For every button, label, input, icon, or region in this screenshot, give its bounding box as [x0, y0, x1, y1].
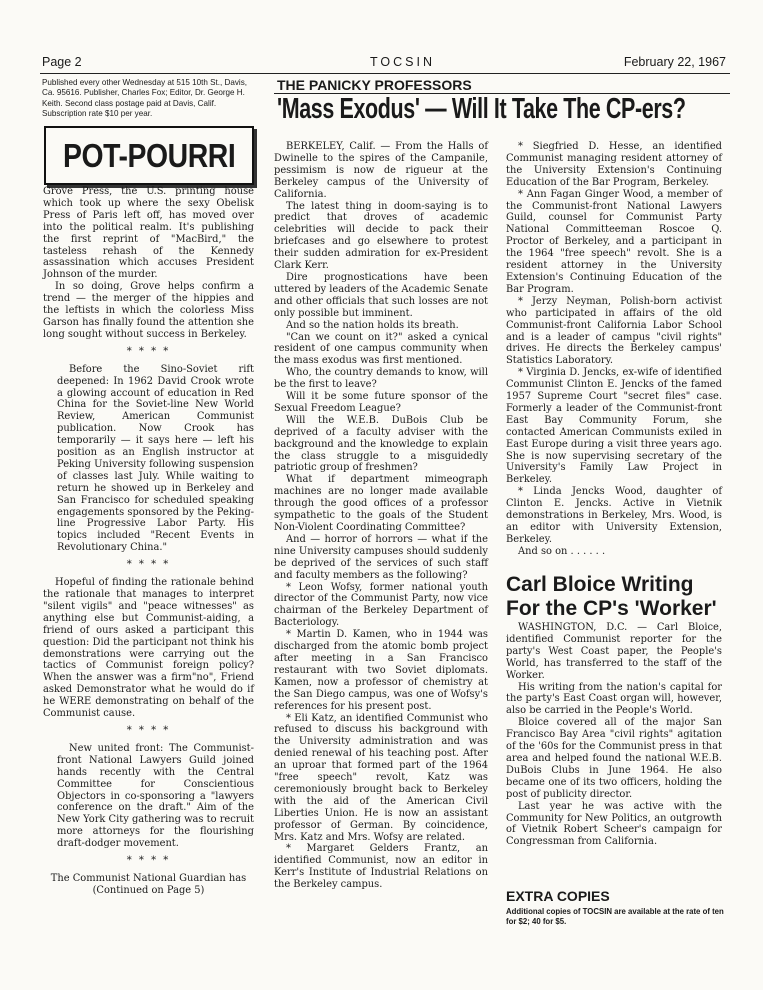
bloice-paragraph: WASHINGTON, D.C. — Carl Bloice, identified Communist reporter for the party's West Coast paper, the People's World, has transferred to the staff of the Worker.	[506, 622, 722, 681]
page-number: Page 2	[42, 55, 82, 69]
article-kicker: THE PANICKY PROFESSORS	[277, 77, 472, 93]
article-paragraph: And so the nation holds its breath.	[286, 319, 459, 331]
bloice-headline-line2: For the CP's 'Worker'	[506, 597, 717, 620]
article-paragraph: And — horror of horrors — what if the nine University campuses should suddenly be deprived of the services of such staff and faculty members as the following?	[274, 533, 488, 581]
article-paragraph: * Leon Wofsy, former national youth director of the Communist Party, now vice chairman of the Berkeley Department of Bacteriology.	[274, 581, 488, 629]
page-header	[40, 55, 730, 73]
publisher-info: Published every other Wednesday at 515 10th St., Davis, Ca. 95616. Publisher, Charles Fox; Editor, Dr. George H. Keith. Second class postage paid at Davis, Calif. Subscription rate $10 per year.	[42, 78, 248, 118]
article-column-2	[274, 141, 488, 891]
potpourri-continued: The Communist National Guardian has (Continued on Page 5)	[50, 872, 247, 896]
article-headline: 'Mass Exodus' — Will It Take The CP-ers?	[277, 93, 686, 125]
bloice-headline-line1: Carl Bloice Writing	[506, 573, 694, 596]
article-paragraph: * Virginia D. Jencks, ex-wife of identified Communist Clinton E. Jencks of the famed 1957 Supreme Court "secret files" case. Formerly a leader of the Communist-front East Bay Community Forum, she contacted American Communists exiled in East Europe during a visit three years ago. She is now supervising secretary of the University's Family Law Project in Berkeley.	[506, 367, 722, 486]
issue-date: February 22, 1967	[623, 55, 726, 69]
potpourri-paragraph: Hopeful of finding the rationale behind the rationale that manages to interpret "silent vigils" and "peace witnesses" as anything else but Communist-aiding, a friend of ours asked a participant this question: Did the participant not think his demonstrations were carrying out the tactics of Communist foreign policy? When the answer was a firm"no", Friend asked Demonstrator what he would do if he WERE demonstrating on behalf of the Communist cause.	[43, 577, 254, 720]
extra-copies-text: Additional copies of TOCSIN are available at the rate of ten for $2; 40 for $5.	[506, 907, 724, 926]
article-paragraph: Will the W.E.B. DuBois Club be deprived of a faculty adviser with the background and the knowledge to explain the class struggle to a misguidedly patriotic group of freshmen?	[274, 414, 488, 474]
article-paragraph: Who, the country demands to know, will be the first to leave?	[274, 367, 488, 391]
article-paragraph: * Martin D. Kamen, who in 1944 was discharged from the atomic bomb project after meeting in a San Francisco restaurant with two Soviet diplomats. Kamen, now a professor of chemistry at the San Diego campus, was one of Wofsy's references for his present post.	[274, 629, 488, 712]
article-paragraph: And so on . . . . . .	[518, 545, 606, 557]
article-paragraph: * Margaret Gelders Frantz, an identified Communist, now an editor in Kerr's Institute of Industrial Relations on the Berkeley campus.	[274, 843, 488, 891]
article-paragraph: * Siegfried D. Hesse, an identified Communist managing resident attorney of the University Extension's Continuing Education of the Bar Program, Berkeley.	[506, 141, 722, 188]
potpourri-title: POT-POURRI	[62, 136, 236, 174]
article-paragraph: What if department mimeograph machines are no longer made available through the good offices of a professor sympathetic to the goals of the Student Non-Violent Coordinating Committee?	[274, 474, 488, 533]
potpourri-title-box	[44, 126, 254, 185]
extra-copies-title: EXTRA COPIES	[506, 888, 610, 904]
separator: * * * *	[126, 345, 171, 357]
bloice-article-body	[506, 622, 722, 848]
article-paragraph: * Eli Katz, an identified Communist who refused to discuss his background with the University administration and was denied renewal of his teaching post. After an uproar that formed part of the 1964 "free speech" revolt, Katz was ceremoniously brought back to Berkeley with the aid of the American Civil Liberties Union. He is now an assistant professor of German. By coincidence, Mrs. Katz and Mrs. Wofsy are related.	[274, 712, 488, 843]
separator: * * * *	[126, 855, 171, 867]
bloice-paragraph: Last year he was active with the Community for New Politics, an outgrowth of Vietnik Robert Scheer's campaign for Congressman from California.	[506, 800, 722, 848]
article-paragraph: * Jerzy Neyman, Polish-born activist who participated in affairs of the old Communist-front California Labor School and is a leader of campus "civil rights" drives. He directs the Berkeley campus' Statistics Laboratory.	[506, 295, 722, 367]
article-paragraph: BERKELEY, Calif. — From the Halls of Dwinelle to the spires of the Campanile, pessimism is now de rigueur at the Berkeley campus of the University of California.	[274, 141, 488, 200]
header-rule	[40, 73, 730, 74]
separator: * * * *	[126, 559, 171, 571]
potpourri-paragraph: New united front: The Communist-front National Lawyers Guild joined hands recently with the Central Committee for Conscientious Objectors in co-sponsoring a "lawyers conference on the draft." Aim of the New York City gathering was to recruit more attorneys for the flourishing draft-dodger movement.	[57, 742, 254, 850]
article-paragraph: "Can we count on it?" asked a cynical resident of one campus community when the mass exodus was first mentioned.	[274, 331, 488, 367]
article-paragraph: Will it be some future sponsor of the Sexual Freedom League?	[274, 391, 488, 414]
separator: * * * *	[126, 724, 171, 736]
bloice-headline	[506, 573, 736, 621]
article-paragraph: The latest thing in doom-saying is to predict that droves of academic celebrities will decide to pack their briefcases and go elsewhere to protest their sudden admiration for ex-President Clark Kerr.	[274, 200, 488, 272]
masthead: TOCSIN	[370, 55, 435, 69]
article-paragraph: * Linda Jencks Wood, daughter of Clinton E. Jencks. Active in Vietnik demonstrations in Berkeley, Mrs. Wood, is an editor with University Extension, Berkeley.	[506, 486, 722, 545]
article-paragraph: * Ann Fagan Ginger Wood, a member of the Communist-front National Lawyers Guild, counsel for Communist Party National Committeeman Roscoe Q. Proctor of Berkeley, and a participant in the 1964 "free speech" revolt. She is a resident attorney in the University Extension's Continuing Education of the Bar Program.	[506, 188, 722, 295]
potpourri-paragraph: Grove Press, the U.S. printing house which took up where the sexy Obelisk Press of Paris left off, has moved over into the political realm. It's publishing the first reprint of "MacBird," the tasteless rehash of the Kennedy assassination which accuses President Johnson of the murder.	[43, 186, 254, 281]
potpourri-paragraph: Before the Sino-Soviet rift deepened: In 1962 David Crook wrote a glowing account of education in Red China for the Soviet-line New World Review, American Communist publication. Now Crook has temporarily — it says here — left his position as an English instructor at Peking University following suspension of classes last July. While waiting to return he showed up in Berkeley and San Francisco for scheduled speaking engagements sponsored by the Peking-line Progressive Labor Party. His topics included "Recent Events in Revolutionary China."	[57, 363, 254, 554]
article-paragraph: Dire prognostications have been uttered by leaders of the Academic Senate and other officials that such losses are not only possible but imminent.	[274, 271, 488, 319]
potpourri-paragraph: In so doing, Grove helps confirm a trend — the merger of the hippies and the leftists in which the colorless Miss Garson has finally found the attention she long sought without success in Berkeley.	[43, 281, 254, 340]
potpourri-column	[43, 186, 254, 897]
article-column-3	[506, 141, 722, 558]
bloice-paragraph: His writing from the nation's capital for the party's East Coast organ will, however, also be carried in the People's World.	[506, 681, 722, 717]
bloice-paragraph: Bloice covered all of the major San Francisco Bay Area "civil rights" agitation of the '60s for the Communist press in that area and helped found the national W.E.B. DuBois Clubs in June 1964. He also became one of its two officers, holding the post of publicity director.	[506, 717, 722, 800]
